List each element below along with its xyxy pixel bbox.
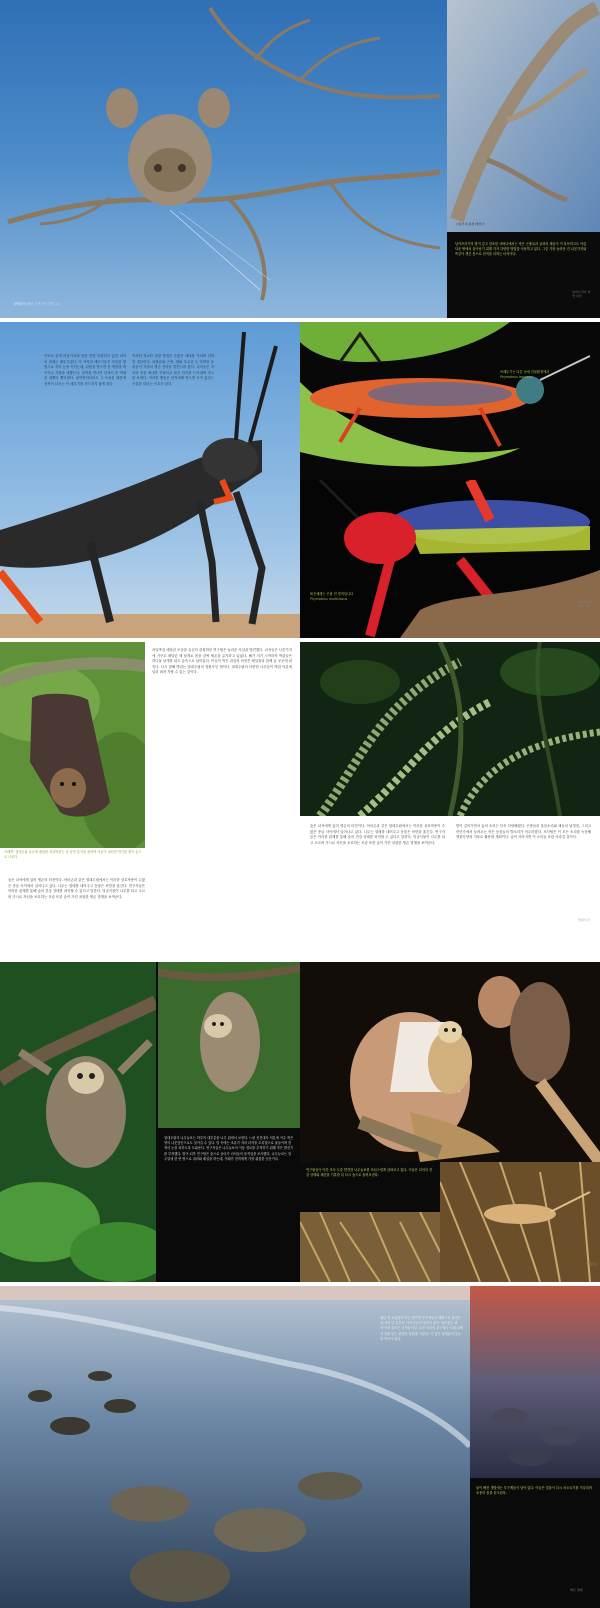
crab-text: 매년 봄 보름달이 뜨는 밤이면 투구게들이 해안으로 몰려든다. 4억 년 전부터 거의 모습이 변하지 않아 '살아있는 화석'이라 불리는 녀석들이다. 수천 마리의 투구게가 모래 위에서 알을 낳는 광경은 장관을 이룬다. 이 알은 철새들의 중요한 먹이가 된다. — [380, 1316, 463, 1341]
text-panel-crabs — [470, 1478, 600, 1608]
photo-sloth-tree — [0, 962, 156, 1282]
folio: 열대우림 — [586, 1262, 598, 1266]
crab-caption: 물이 빠진 갯벌에는 투구게들이 남아 있다. 이들은 밀물이 다시 차오르기를 기다리며 조용히 몸을 웅크린다. — [476, 1486, 592, 1496]
bat-text-col1: 과일박쥐 매달린 모습을 유심히 관찰하던 연구팀은 놀라운 사실을 발견했다. 녀석들은 나뭇가지에 거꾸로 매달린 채 날개로 몸을 감싸 체온을 유지하고 있었다. 해가 지기 시작하자 박쥐들은 하나둘 날개를 펴고 숲속으로 날아갔다. 이들이 먹은 과일의 씨앗은 배설물과 함께 숲 곳곳에 퍼진다. 다시 말해 박쥐는 열대우림의 정원사인 셈이다. 열대우림의 다양한 나무들이 박쥐 덕분에 널리 퍼져 자랄 수 있는 것이다. — [152, 648, 292, 675]
grasshopper-text-col1: 꾸르르 울며 비둘기처럼 몸을 한껏 부풀리고 있던 녀석의 정체는 메뚜기였다. 이 지역의 메뚜기들은 독특한 방법으로 적의 눈을 속이는데, 위협을 받으면 몸 색깔을 바꾸거나 거품을 내뿜는다. 천적을 만나면 입에서 쓴 액체를 내뿜어 쫓아낸다. 잡아먹히더라도 그 독성분 때문에 천적이 다시는 이 메뚜기를 건드리지 않게 된다. — [44, 354, 126, 386]
spotted-caption-sub: Phymateus leprosus — [500, 375, 533, 379]
folio: 해안 생태 — [570, 1588, 583, 1592]
sloth-text: 열대우림의 나무늘보는 하루의 대부분을 나무 위에서 보낸다. 느린 신진대사 덕분에 아주 적은 양의 나뭇잎만으로도 살아갈 수 있다. 털 속에는 조류가 자라 녀석을 초록빛으로 물들이며 천적의 눈을 피하도록 도와준다. 연구자들은 나무늘보의 이동 경로를 추적하기 위해 작은 발신기를 부착했다. 밤이 되자 연구팀은 숲으로 들어가 녀석들의 움직임을 조사했다. 나무늘보는 일주일에 한 번 땅으로 내려와 배설을 하는데, 이때가 천적에게 가장 위험한 순간이다. — [164, 1136, 294, 1161]
photo-dry-grass — [300, 1212, 440, 1282]
spread-twig-mantis — [0, 0, 600, 318]
spread-bat-forest — [0, 642, 600, 958]
spread-grasshoppers — [0, 322, 600, 638]
spotted-caption: 독메뚜기는 다른 곳에 건물환경에서 — [500, 370, 550, 374]
red-caption-sub: Phymateus morbillosus — [310, 597, 348, 601]
red-caption: 붉은세레는 곤충 전 경적입니다 — [310, 592, 354, 596]
grasshopper-text-col2: 이처럼 정교한 위장 방법은 수많은 세대를 거치며 진화한 결과이다. 파충류와 곤충, 새와 포유류 등 다양한 동물들이 각자의 생존 전략을 발전시켜 왔다. 녀석들은 자신의 몸을 최대한 부풀리고 붉은 다리를 드러내며 경고를 보낸다. 이러한 행동은 천적에게 먹으면 독이 있다는 사실을 알리는 신호가 된다. — [132, 354, 214, 386]
photo-grasshopper-red — [300, 480, 600, 638]
photo-caption: 판텔리아 마스 — [14, 302, 35, 306]
photo-credit: 호랑거미 발레그로 — [34, 302, 61, 306]
text-panel-researchers — [300, 1162, 440, 1212]
closeup-text: 남아프리카의 밤이 깊고 건조한 사바나에서는 작은 곤충들과 곰과의 새들이 이 혹독하고도 아름다운 땅에서 살아남기 위해 각자 다양한 방법을 사용하고 있다. 그중 가장 놀라운 건 나뭇가지와 똑같이 생긴 몸으로 천적을 피하는 녀석이다. — [455, 242, 587, 257]
text-panel-dark — [447, 232, 600, 318]
photo-bat — [0, 642, 145, 848]
folio: 열대우림 — [578, 918, 590, 922]
folio: 남아프리카 자연 사진 — [578, 600, 593, 608]
photo-researchers-night — [300, 962, 600, 1162]
photo-mantis-closeup — [447, 0, 600, 232]
photo-grasshopper-spotted — [300, 322, 600, 480]
photo-sloth-hanging — [158, 962, 300, 1128]
photo-thorny-vines — [300, 642, 600, 816]
closeup-caption: 나뭇가지 위장 해선사 — [456, 222, 484, 226]
researchers-caption: 연구원들이 야간 조사 도중 발견한 나무늘보를 조심스럽게 살펴보고 있다. 이들은 녀석의 건강 상태와 체중을 기록한 뒤 다시 숲으로 돌려보낸다. — [306, 1168, 433, 1178]
text-panel-sloth — [158, 1128, 300, 1282]
photo-mantis-sky — [0, 0, 447, 318]
spread-horseshoe-crabs — [0, 1286, 600, 1608]
bat-caption: 아래쪽: 열대우림 나무에 매달린 과일박쥐는 낮 동안 휴식을 취하며 어둠이 내리면 먹이를 찾아 숲으로 나선다. — [4, 850, 142, 859]
bat-text-col2: 숲은 녀석에게 있어 생존의 터전이다. 아마존과 같은 열대우림에서는 이러한 상호작용이 수많은 종들 사이에서 일어나고 있다. 나무는 열매를 내어주고 동물은 씨앗을 옮긴다. 연구자들은 이러한 관계를 통해 숲의 건강 상태를 파악할 수 있다고 말한다. 덩굴식물이 나무를 타고 오르며 가시로 자신을 보호하는 모습 또한 숲이 가진 치열한 생존 경쟁을 보여준다. — [310, 824, 445, 845]
folio: 남아프리카 자연 사진 — [572, 290, 591, 298]
bat-text-col1-tail: 숲은 녀석에게 있어 생존의 터전이다. 아마존과 같은 열대우림에서는 이러한 상호작용이 수많은 종들 사이에서 일어나고 있다. 나무는 열매를 내어주고 동물은 씨앗을 옮긴다. 연구자들은 이러한 관계를 통해 숲의 건강 상태를 파악할 수 있다고 말한다. 덩굴식물이 나무를 타고 오르며 가시로 자신을 보호하는 모습 또한 숲이 가진 치열한 생존 경쟁을 보여준다. — [8, 878, 145, 899]
photo-grass-insect — [440, 1162, 600, 1282]
bat-text-col3: 밤이 깊어가면서 숲의 소리는 더욱 다양해졌다. 곤충들의 울음소리와 새들의 날갯짓, 그리고 어딘가에서 들려오는 작은 동물들의 발소리가 어우러졌다. 조사팀은 이 모든 소리를 녹음해 생물다양성 지표로 활용할 계획이다. 숲이 사라지면 이 소리들 또한 사라질 것이다. — [456, 824, 591, 840]
photo-crabs-dusk — [470, 1286, 600, 1478]
spread-sloths — [0, 962, 600, 1282]
